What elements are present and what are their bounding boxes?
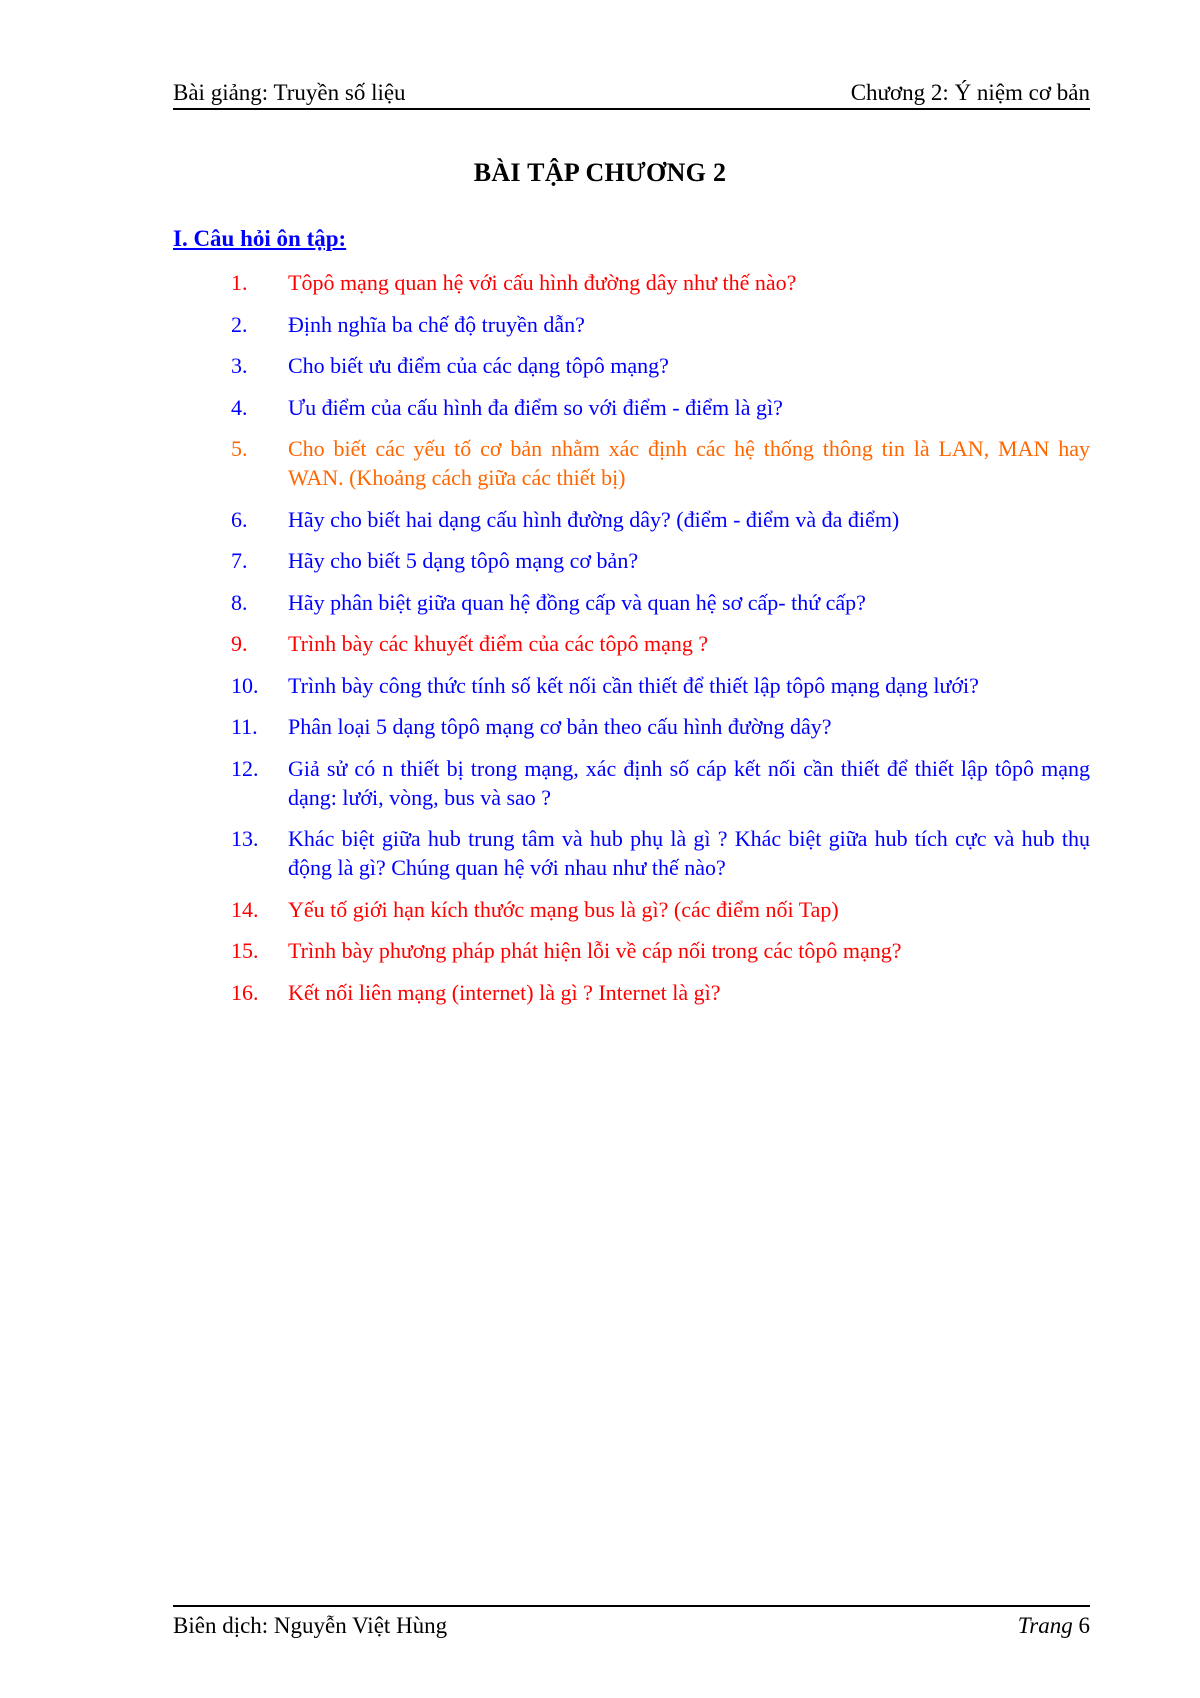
question-item <box>173 268 1090 297</box>
question-number: 13. <box>231 826 259 851</box>
question-number: 6. <box>231 506 248 532</box>
question-number: 12. <box>231 755 259 781</box>
question-text: Trình bày công thức tính số kết nối cần thiết để thiết lập tôpô mạng dạng lưới? <box>288 672 979 698</box>
question-item <box>173 671 1090 700</box>
question-text: Định nghĩa ba chế độ truyền dẫn? <box>288 311 585 337</box>
question-text: Hãy phân biệt giữa quan hệ đồng cấp và quan hệ sơ cấp- thứ cấp? <box>288 589 866 615</box>
question-text: Cho biết các yếu tố cơ bản nhằm xác định các hệ thống thông tin là LAN, MAN hay WAN. (Khoảng cách giữa các thiết bị) <box>288 436 1090 490</box>
question-text: Phân loại 5 dạng tôpô mạng cơ bản theo cấu hình đường dây? <box>288 714 832 739</box>
header-chapter-title: Chương 2: Ý niệm cơ bản <box>850 80 1090 105</box>
question-item <box>173 629 1090 658</box>
question-number: 10. <box>231 672 259 698</box>
question-text: Kết nối liên mạng (internet) là gì ? Internet là gì? <box>288 979 721 1005</box>
question-number: 15. <box>231 938 259 963</box>
question-text: Hãy cho biết 5 dạng tôpô mạng cơ bản? <box>288 548 639 573</box>
footer-translator: Biên dịch: Nguyễn Việt Hùng <box>173 1613 448 1638</box>
footer-page-label: Trang <box>1017 1613 1073 1638</box>
page-footer <box>173 1605 1090 1639</box>
question-number: 5. <box>231 436 248 461</box>
question-item <box>173 754 1090 812</box>
footer-page-indicator <box>1018 1613 1090 1639</box>
question-text: Tôpô mạng quan hệ với cấu hình đường dây như thế nào? <box>288 270 797 295</box>
exercise-title: BÀI TẬP CHƯƠNG 2 <box>473 158 727 187</box>
question-text: Giả sử có n thiết bị trong mạng, xác định số cáp kết nối cần thiết để thiết lập tôpô mạng dạng: lưới, vòng, bus và sao ? <box>288 755 1090 810</box>
question-number: 7. <box>231 548 248 573</box>
question-number: 8. <box>231 589 248 615</box>
question-item <box>173 393 1090 422</box>
question-text: Yếu tố giới hạn kích thước mạng bus là gì? (các điểm nối Tap) <box>288 896 839 922</box>
footer-page-number: 6 <box>1078 1613 1090 1638</box>
question-item <box>173 824 1090 882</box>
question-item <box>173 712 1090 741</box>
question-item <box>173 936 1090 965</box>
question-text: Trình bày các khuyết điểm của các tôpô mạng ? <box>288 631 709 656</box>
question-item <box>173 351 1090 380</box>
header-course-title: Bài giảng: Truyền số liệu <box>173 80 406 105</box>
question-list <box>173 268 1090 1019</box>
question-item <box>173 588 1090 617</box>
question-text: Trình bày phương pháp phát hiện lỗi về cáp nối trong các tôpô mạng? <box>288 938 902 963</box>
question-item <box>173 310 1090 339</box>
question-item <box>173 546 1090 575</box>
question-number: 3. <box>231 353 248 378</box>
question-text: Hãy cho biết hai dạng cấu hình đường dây? (điểm - điểm và đa điểm) <box>288 506 900 532</box>
question-number: 16. <box>231 979 259 1005</box>
question-item <box>173 505 1090 534</box>
section-heading-review-questions: I. Câu hỏi ôn tập: <box>173 226 347 251</box>
question-text: Ưu điểm của cấu hình đa điểm so với điểm - điểm là gì? <box>288 394 783 420</box>
question-item <box>173 978 1090 1007</box>
question-number: 11. <box>231 714 258 739</box>
question-number: 2. <box>231 311 248 337</box>
question-number: 1. <box>231 270 248 295</box>
question-number: 4. <box>231 394 248 420</box>
question-text: Cho biết ưu điểm của các dạng tôpô mạng? <box>288 353 669 378</box>
question-number: 14. <box>231 896 259 922</box>
page-header <box>173 80 1090 110</box>
question-text: Khác biệt giữa hub trung tâm và hub phụ là gì ? Khác biệt giữa hub tích cực và hub thụ động là gì? Chúng quan hệ với nhau như thế nào? <box>288 826 1090 880</box>
question-item <box>173 895 1090 924</box>
question-item <box>173 434 1090 492</box>
question-number: 9. <box>231 631 248 656</box>
